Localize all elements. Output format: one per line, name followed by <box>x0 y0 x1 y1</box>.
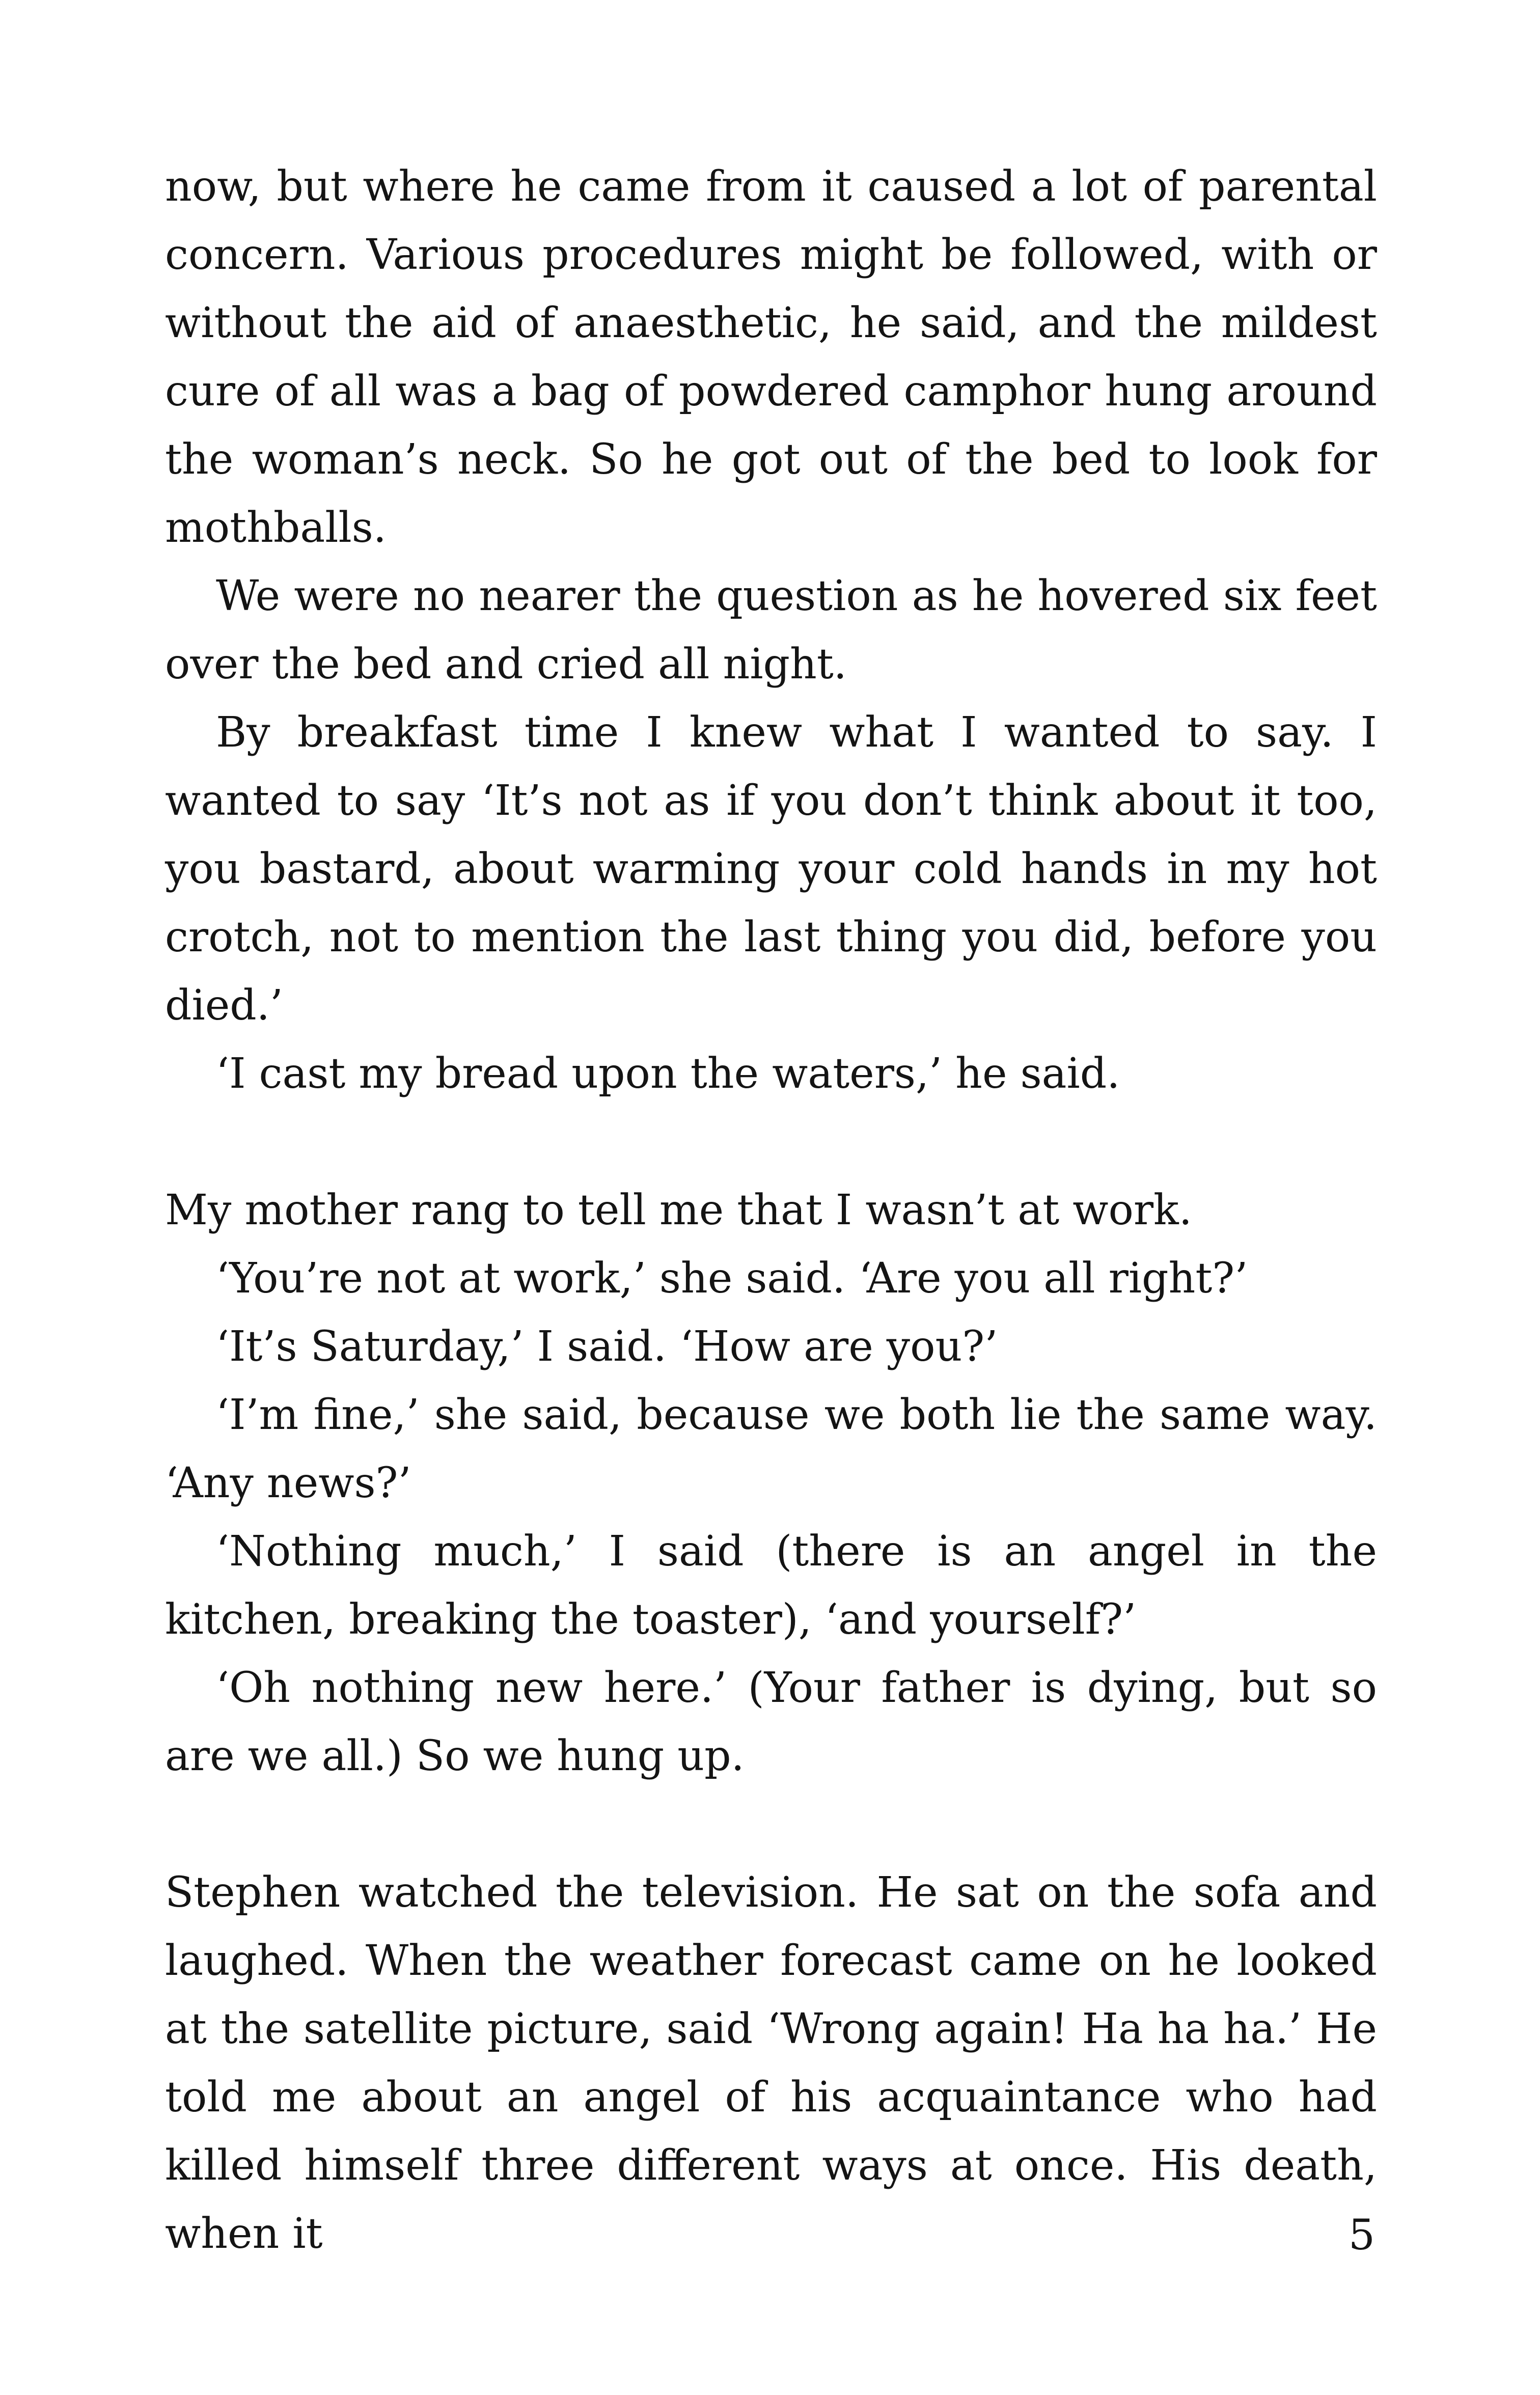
paragraph: ‘It’s Saturday,’ I said. ‘How are you?’ <box>216 1323 998 1371</box>
section-break <box>165 1791 1377 1859</box>
paragraph: My mother rang to tell me that I wasn’t at work. <box>165 1186 1192 1234</box>
paragraph: We were no nearer the question as he hovered six feet over the bed and cried all night. <box>165 572 1377 689</box>
paragraph: ‘You’re not at work,’ she said. ‘Are you all right?’ <box>216 1254 1248 1303</box>
paragraph: now, but where he came from it caused a lot of parental concern. Various procedures might be followed, with or without the aid of anaesthetic, he said, and the mildest cure of all was a bag of powdered camphor hung around the woman’s neck. So he got out of the bed to look for mothballs. <box>165 162 1377 552</box>
paragraph: ‘I’m fine,’ she said, because we both lie the same way. ‘Any news?’ <box>165 1391 1377 1507</box>
paragraph: ‘Nothing much,’ I said (there is an angel in the kitchen, breaking the toaster), ‘and yourself?’ <box>165 1527 1377 1644</box>
page-number: 5 <box>1348 2211 1375 2260</box>
paragraph: By breakfast time I knew what I wanted to say. I wanted to say ‘It’s not as if you don’t think about it too, you bastard, about warming your cold hands in my hot crotch, not to mention the last thing you did, before you died.’ <box>165 708 1377 1030</box>
paragraph: Stephen watched the television. He sat on the sofa and laughed. When the weather forecast came on he looked at the satellite picture, said ‘Wrong again! Ha ha ha.’ He told me about an angel of his acquaintance who had killed himself three different ways at once. His death, when it <box>165 1868 1377 2258</box>
paragraph: ‘Oh nothing new here.’ (Your father is dying, but so are we all.) So we hung up. <box>165 1664 1377 1780</box>
section-break <box>165 1108 1377 1176</box>
page-body <box>165 153 1377 2268</box>
paragraph: ‘I cast my bread upon the waters,’ he said. <box>216 1050 1120 1098</box>
